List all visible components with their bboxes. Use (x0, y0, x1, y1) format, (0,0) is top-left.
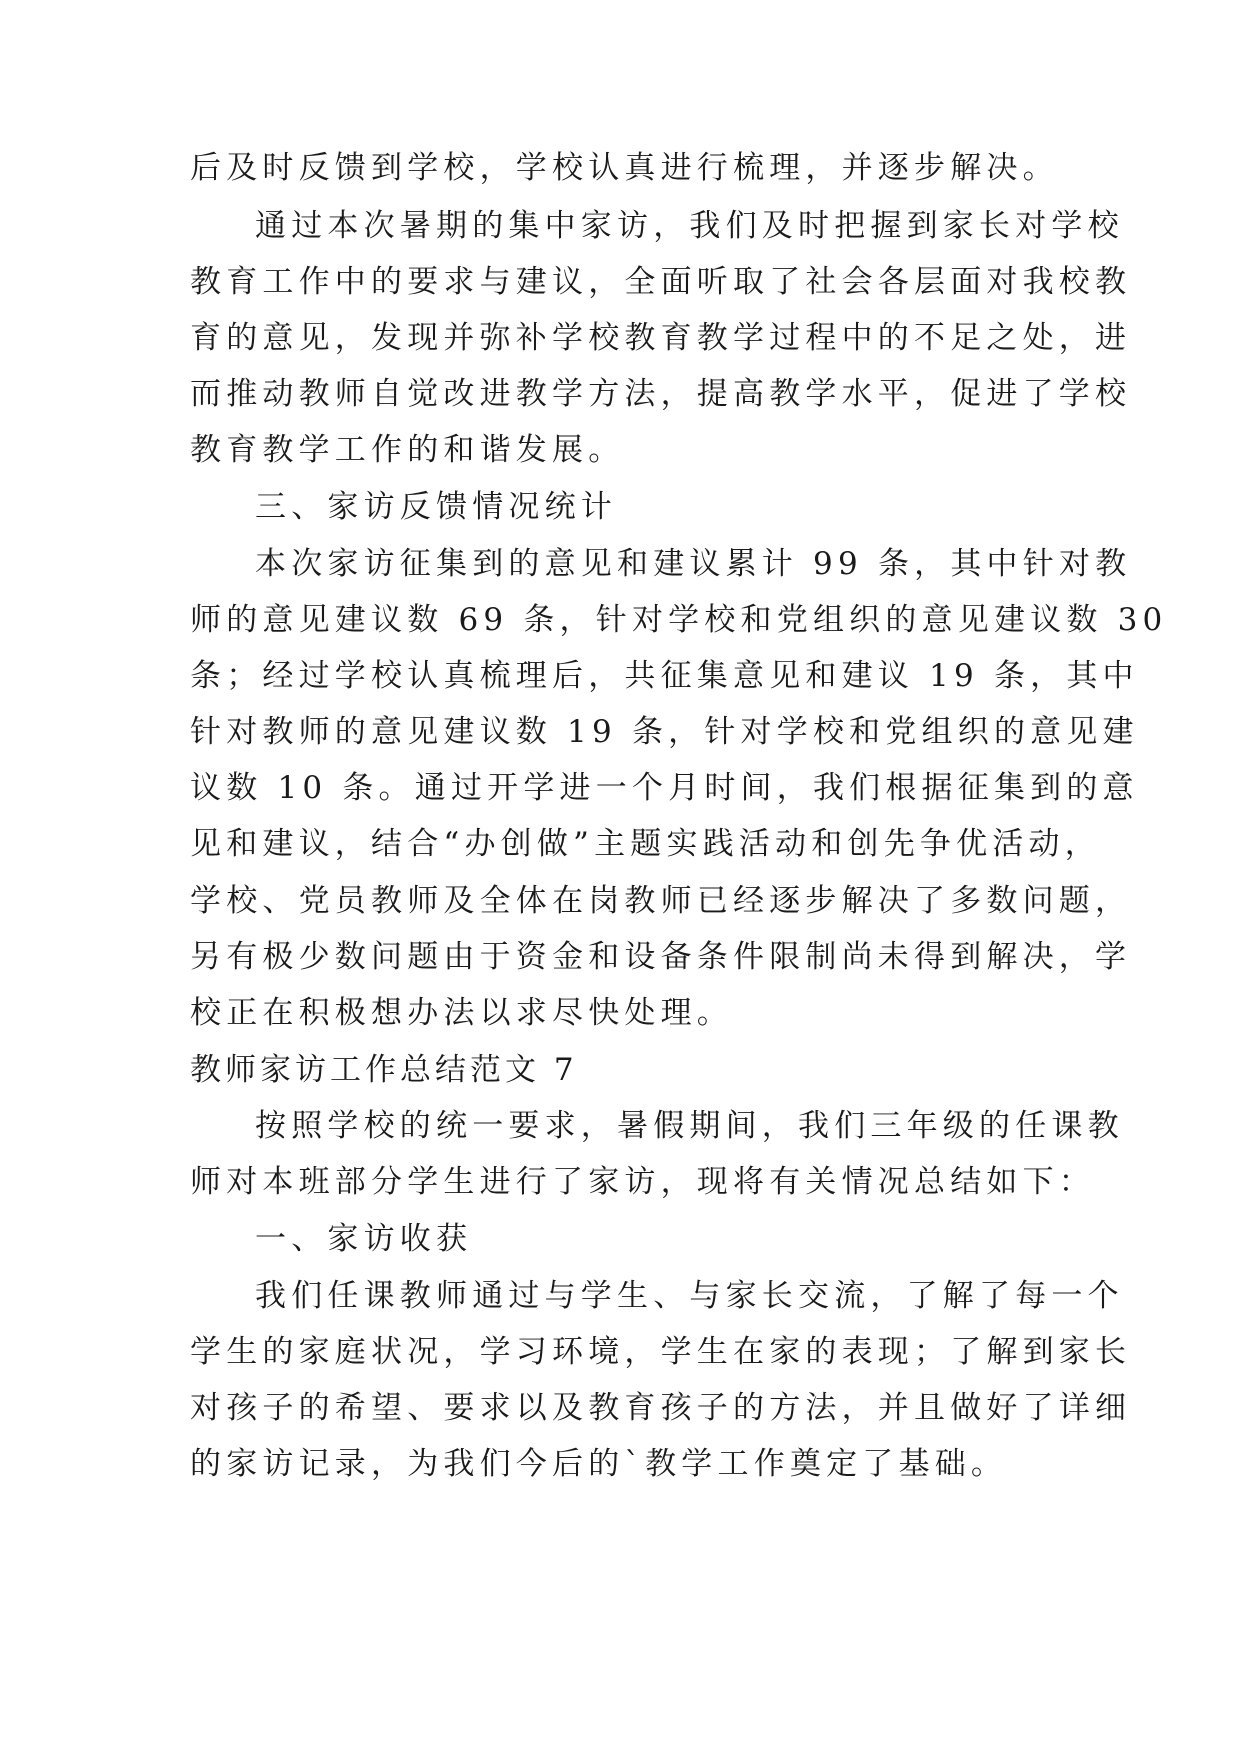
paragraph-line: 的家访记录，为我们今后的`教学工作奠定了基础。 (190, 1446, 1008, 1482)
paragraph-line: 教育工作中的要求与建议，全面听取了社会各层面对我校教 (190, 264, 1132, 300)
paragraph-line: 而推动教师自觉改进教学方法，提高教学水平，促进了学校 (190, 376, 1132, 412)
paragraph-line: 育的意见，发现并弥补学校教育教学过程中的不足之处，进 (190, 320, 1132, 356)
section-heading: 三、家访反馈情况统计 (255, 489, 617, 525)
section-heading: 一、家访收获 (255, 1221, 473, 1257)
document-title: 教师家访工作总结范文 7 (190, 1052, 578, 1088)
paragraph-line: 校正在积极想办法以求尽快处理。 (190, 995, 733, 1031)
paragraph-line: 针对教师的意见建议数 19 条，针对学校和党组织的意见建 (190, 714, 1139, 750)
paragraph-line: 我们任课教师通过与学生、与家长交流，了解了每一个 (255, 1278, 1124, 1314)
paragraph-line: 议数 10 条。通过开学进一个月时间，我们根据征集到的意 (190, 770, 1139, 806)
paragraph-line: 通过本次暑期的集中家访，我们及时把握到家长对学校 (255, 208, 1124, 244)
paragraph-line: 本次家访征集到的意见和建议累计 99 条，其中针对教 (255, 546, 1132, 582)
paragraph-line: 教育教学工作的和谐发展。 (190, 432, 625, 468)
paragraph-line: 见和建议，结合“办创做”主题实践活动和创先争优活动， (190, 826, 1101, 862)
paragraph-line: 师对本班部分学生进行了家访，现将有关情况总结如下： (190, 1164, 1095, 1200)
paragraph-line: 另有极少数问题由于资金和设备条件限制尚未得到解决，学 (190, 939, 1132, 975)
paragraph-line: 师的意见建议数 69 条，针对学校和党组织的意见建议数 30 (190, 602, 1168, 638)
paragraph-line: 学校、党员教师及全体在岗教师已经逐步解决了多数问题， (190, 883, 1132, 919)
paragraph-line: 后及时反馈到学校，学校认真进行梳理，并逐步解决。 (190, 150, 1059, 186)
paragraph-line: 对孩子的希望、要求以及教育孩子的方法，并且做好了详细 (190, 1390, 1132, 1426)
paragraph-line: 条；经过学校认真梳理后，共征集意见和建议 19 条，其中 (190, 658, 1139, 694)
paragraph-line: 学生的家庭状况，学习环境，学生在家的表现；了解到家长 (190, 1334, 1132, 1370)
paragraph-line: 按照学校的统一要求，暑假期间，我们三年级的任课教 (255, 1108, 1124, 1144)
